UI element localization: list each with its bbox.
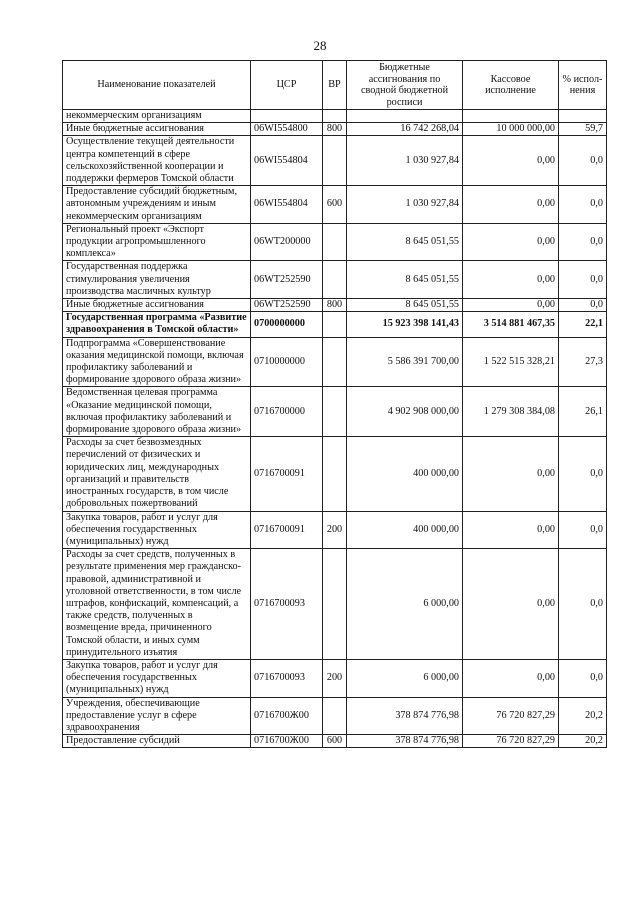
cell-vr: [323, 337, 347, 387]
page-number: 28: [313, 38, 327, 53]
header-name: Наименование показателей: [63, 61, 251, 110]
table-row: [63, 299, 607, 312]
table-row: [63, 437, 607, 511]
cell-cash: 0,00: [463, 659, 559, 697]
cell-name: Подпрограмма «Совершенствование оказания медицинской помощи, включая профилактику заболеваний и формирование здорового образа жизни»: [63, 337, 251, 387]
table-row: [63, 659, 607, 697]
cell-name: Закупка товаров, работ и услуг для обеспечения государственных (муниципальных) нужд: [63, 511, 251, 549]
cell-csr: 0716700093: [251, 549, 323, 660]
cell-cash: 0,00: [463, 223, 559, 261]
cell-vr: 600: [323, 186, 347, 224]
cell-vr: [323, 136, 347, 186]
cell-percent: 0,0: [559, 511, 607, 549]
cell-budget: 4 902 908 000,00: [347, 387, 463, 437]
cell-percent: 20,2: [559, 697, 607, 735]
budget-table: [62, 60, 607, 748]
cell-cash: 3 514 881 467,35: [463, 312, 559, 337]
cell-cash: 76 720 827,29: [463, 697, 559, 735]
cell-csr: 06WT200000: [251, 223, 323, 261]
cell-budget: 15 923 398 141,43: [347, 312, 463, 337]
cell-cash: 0,00: [463, 186, 559, 224]
cell-csr: 0716700091: [251, 511, 323, 549]
cell-csr: 0700000000: [251, 312, 323, 337]
cell-vr: [323, 110, 347, 123]
table-row: [63, 549, 607, 660]
cell-cash: 10 000 000,00: [463, 123, 559, 136]
table-row: [63, 261, 607, 299]
cell-cash: 0,00: [463, 136, 559, 186]
cell-percent: 22,1: [559, 312, 607, 337]
cell-cash: 0,00: [463, 261, 559, 299]
cell-percent: 0,0: [559, 261, 607, 299]
header-vr: ВР: [323, 61, 347, 110]
header-percent: % испол-нения: [559, 61, 607, 110]
cell-cash: 0,00: [463, 549, 559, 660]
cell-csr: 06WT252590: [251, 299, 323, 312]
cell-vr: [323, 223, 347, 261]
cell-csr: 0716700091: [251, 437, 323, 511]
table-header-row: [63, 61, 607, 110]
cell-percent: 0,0: [559, 659, 607, 697]
cell-percent: 0,0: [559, 299, 607, 312]
cell-vr: 600: [323, 735, 347, 748]
cell-budget: 1 030 927,84: [347, 186, 463, 224]
table-row: [63, 110, 607, 123]
table-row: [63, 312, 607, 337]
cell-name: некоммерческим организациям: [63, 110, 251, 123]
cell-budget: 400 000,00: [347, 511, 463, 549]
cell-budget: [347, 110, 463, 123]
cell-percent: 0,0: [559, 437, 607, 511]
cell-name: Государственная программа «Развитие здравоохранения в Томской области»: [63, 312, 251, 337]
cell-name: Иные бюджетные ассигнования: [63, 123, 251, 136]
cell-csr: 0716700Ж00: [251, 697, 323, 735]
cell-name: Государственная поддержка стимулирования увеличения производства масличных культур: [63, 261, 251, 299]
cell-name: Предоставление субсидий бюджетным, автономным учреждениям и иным некоммерческим организациям: [63, 186, 251, 224]
cell-csr: 0716700000: [251, 387, 323, 437]
cell-budget: 6 000,00: [347, 549, 463, 660]
cell-name: Закупка товаров, работ и услуг для обеспечения государственных (муниципальных) нужд: [63, 659, 251, 697]
cell-cash: 1 279 308 384,08: [463, 387, 559, 437]
cell-csr: [251, 110, 323, 123]
cell-csr: 0716700093: [251, 659, 323, 697]
cell-csr: 0710000000: [251, 337, 323, 387]
cell-percent: 0,0: [559, 223, 607, 261]
cell-cash: 76 720 827,29: [463, 735, 559, 748]
cell-name: Региональный проект «Экспорт продукции агропромышленного комплекса»: [63, 223, 251, 261]
table-row: [63, 697, 607, 735]
cell-csr: 06WT252590: [251, 261, 323, 299]
cell-csr: 0716700Ж00: [251, 735, 323, 748]
cell-vr: 800: [323, 299, 347, 312]
cell-percent: 0,0: [559, 186, 607, 224]
cell-percent: 0,0: [559, 136, 607, 186]
table-row: [63, 223, 607, 261]
cell-budget: 378 874 776,98: [347, 735, 463, 748]
table-row: [63, 387, 607, 437]
header-cash: Кассовое исполнение: [463, 61, 559, 110]
cell-vr: [323, 312, 347, 337]
cell-name: Предоставление субсидий: [63, 735, 251, 748]
cell-name: Иные бюджетные ассигнования: [63, 299, 251, 312]
cell-cash: 1 522 515 328,21: [463, 337, 559, 387]
cell-vr: 200: [323, 659, 347, 697]
cell-csr: 06WI554804: [251, 136, 323, 186]
cell-budget: 8 645 051,55: [347, 299, 463, 312]
table-row: [63, 136, 607, 186]
cell-percent: 27,3: [559, 337, 607, 387]
header-budget: Бюджетные ассигнования по сводной бюджетной росписи: [347, 61, 463, 110]
cell-vr: [323, 697, 347, 735]
cell-budget: 16 742 268,04: [347, 123, 463, 136]
cell-vr: 800: [323, 123, 347, 136]
cell-vr: [323, 261, 347, 299]
cell-vr: [323, 387, 347, 437]
cell-budget: 400 000,00: [347, 437, 463, 511]
cell-budget: 5 586 391 700,00: [347, 337, 463, 387]
table-body: [63, 110, 607, 748]
cell-budget: 8 645 051,55: [347, 261, 463, 299]
table-row: [63, 337, 607, 387]
cell-vr: 200: [323, 511, 347, 549]
cell-percent: 26,1: [559, 387, 607, 437]
table-row: [63, 186, 607, 224]
cell-csr: 06WI554804: [251, 186, 323, 224]
cell-budget: 378 874 776,98: [347, 697, 463, 735]
cell-budget: 6 000,00: [347, 659, 463, 697]
cell-percent: [559, 110, 607, 123]
cell-cash: 0,00: [463, 437, 559, 511]
cell-vr: [323, 437, 347, 511]
table-row: [63, 123, 607, 136]
cell-vr: [323, 549, 347, 660]
cell-cash: 0,00: [463, 511, 559, 549]
cell-name: Расходы за счет безвозмездных перечислений от физических и юридических лиц, международных организаций и правительств иностранных государств, в том числе добровольных пожертвований: [63, 437, 251, 511]
cell-cash: [463, 110, 559, 123]
cell-name: Учреждения, обеспечивающие предоставление услуг в сфере здравоохранения: [63, 697, 251, 735]
header-csr: ЦСР: [251, 61, 323, 110]
cell-name: Расходы за счет средств, полученных в результате применения мер гражданско-правовой, административной и уголовной ответственности, в том числе штрафов, конфискаций, компенсаций, а также средств, полученных в возмещение вреда, причиненного Томской области, и иных сумм принудительного изъятия: [63, 549, 251, 660]
cell-csr: 06WI554800: [251, 123, 323, 136]
cell-name: Ведомственная целевая программа «Оказание медицинской помощи, включая профилактику заболеваний и формирование здорового образа жизни»: [63, 387, 251, 437]
cell-percent: 20,2: [559, 735, 607, 748]
cell-percent: 59,7: [559, 123, 607, 136]
cell-percent: 0,0: [559, 549, 607, 660]
cell-budget: 8 645 051,55: [347, 223, 463, 261]
cell-budget: 1 030 927,84: [347, 136, 463, 186]
cell-name: Осуществление текущей деятельности центра компетенций в сфере сельскохозяйственной кооперации и поддержки фермеров Томской области: [63, 136, 251, 186]
table-row: [63, 735, 607, 748]
cell-cash: 0,00: [463, 299, 559, 312]
table-row: [63, 511, 607, 549]
